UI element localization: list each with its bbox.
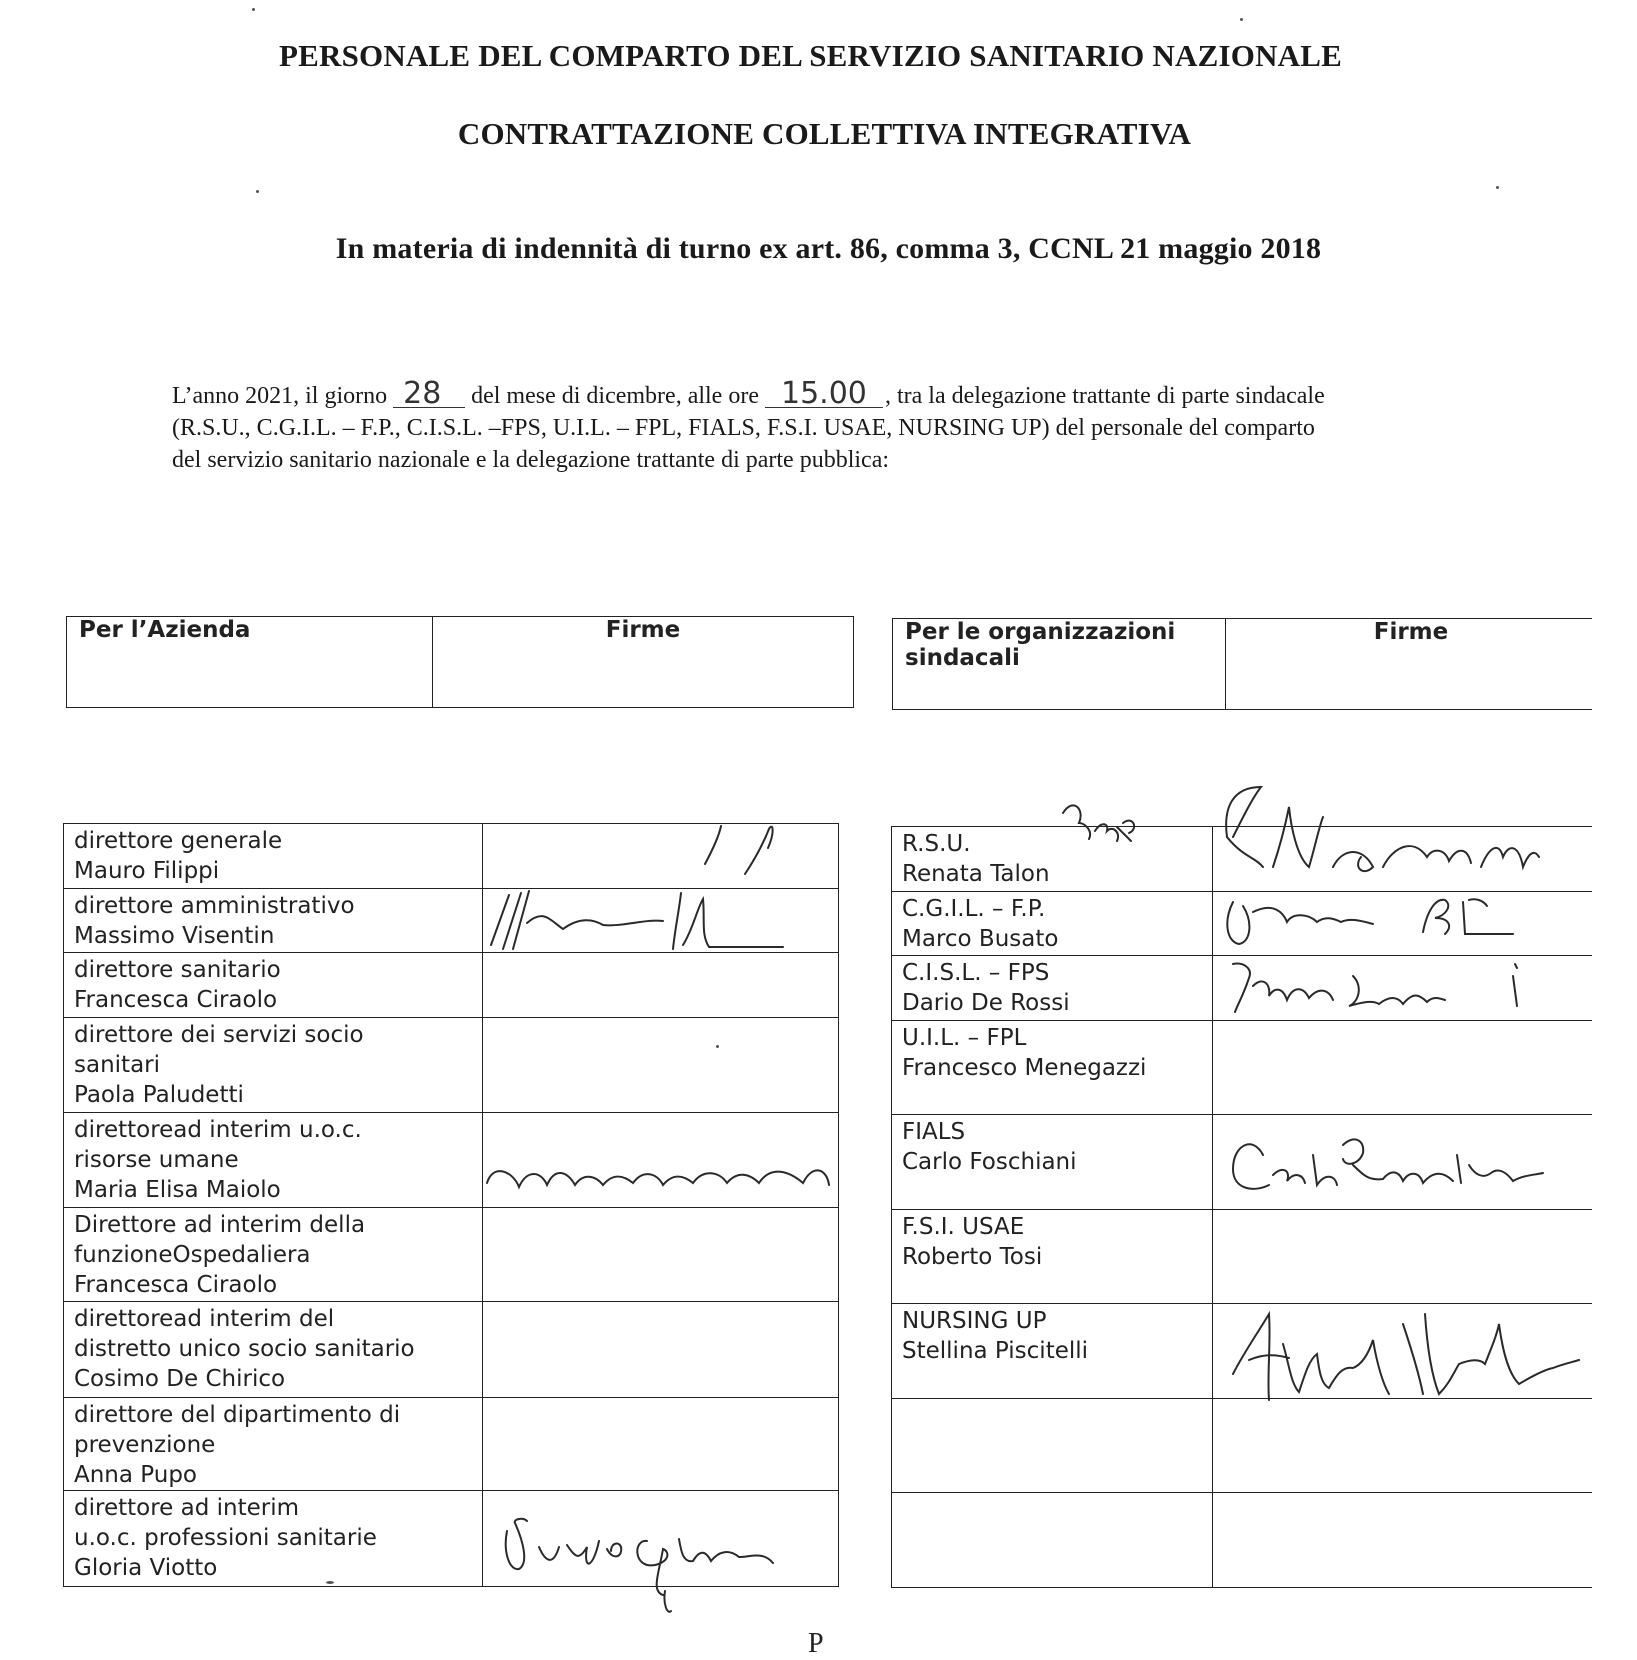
handwritten-signature xyxy=(1213,892,1593,953)
person-name: Mauro Filippi xyxy=(74,858,220,884)
role-label: C.I.S.L. – FPS xyxy=(902,960,1050,986)
company-signatories-table xyxy=(63,823,839,1587)
company-signature-cell xyxy=(483,889,839,953)
union-row xyxy=(892,1021,1594,1115)
union-row xyxy=(892,1210,1594,1304)
person-name: Francesca Ciraolo xyxy=(74,987,278,1013)
company-row xyxy=(64,1208,839,1302)
role-label: sanitari xyxy=(74,1052,161,1078)
union-name-cell xyxy=(892,892,1213,956)
union-signature-cell xyxy=(1213,1399,1594,1493)
role-label: C.G.I.L. – F.P. xyxy=(902,896,1046,922)
company-header-label: Per l’Azienda xyxy=(67,617,433,708)
union-row xyxy=(892,892,1594,956)
role-label: R.S.U. xyxy=(902,831,971,857)
role-label: U.I.L. – FPL xyxy=(902,1025,1027,1051)
document-title: PERSONALE DEL COMPARTO DEL SERVIZIO SANITARIO NAZIONALE xyxy=(278,38,1343,73)
company-row xyxy=(64,1018,839,1113)
company-row xyxy=(64,824,839,889)
person-name: Dario De Rossi xyxy=(902,990,1070,1016)
intro-text: , tra la delegazione trattante di parte sindacale xyxy=(884,383,1325,409)
company-header-table xyxy=(66,616,854,708)
person-name: Cosimo De Chirico xyxy=(74,1366,286,1392)
company-signatures-header: Firme xyxy=(433,617,854,708)
union-row xyxy=(892,1304,1594,1399)
person-name: Carlo Foschiani xyxy=(902,1149,1077,1175)
union-signature-cell xyxy=(1213,1115,1594,1210)
company-signature-cell xyxy=(483,1113,839,1208)
intro-line-3: del servizio sanitario nazionale e la delegazione trattante di parte pubblica: xyxy=(172,447,890,473)
company-signature-cell xyxy=(483,824,839,889)
handwritten-signature xyxy=(1213,1304,1593,1396)
scan-speck xyxy=(326,1581,334,1584)
scan-speck xyxy=(716,1045,719,1048)
role-label: NURSING UP xyxy=(902,1308,1047,1334)
company-row xyxy=(64,1398,839,1491)
union-row xyxy=(892,956,1594,1021)
union-name-cell xyxy=(892,956,1213,1021)
company-name-cell xyxy=(64,1491,483,1587)
company-name-cell xyxy=(64,889,483,953)
company-signature-cell xyxy=(483,1208,839,1302)
company-name-cell xyxy=(64,1302,483,1398)
company-signature-cell xyxy=(483,1302,839,1398)
union-signature-cell xyxy=(1213,956,1594,1021)
union-row xyxy=(892,827,1594,892)
company-row xyxy=(64,1113,839,1208)
unions-signatures-header: Firme xyxy=(1226,619,1597,710)
person-name: Francesca Ciraolo xyxy=(74,1272,278,1298)
scan-speck xyxy=(256,190,259,193)
company-name-cell xyxy=(64,824,483,889)
role-label: FIALS xyxy=(902,1119,966,1145)
person-name: Paola Paludetti xyxy=(74,1082,244,1108)
intro-line-2: (R.S.U., C.G.I.L. – F.P., C.I.S.L. –FPS, U.I.L. – FPL, FIALS, F.S.I. USAE, NURSING UP) del personale del comparto xyxy=(172,415,1315,441)
intro-paragraph xyxy=(172,376,1552,476)
handwritten-signature xyxy=(1213,1115,1593,1207)
person-name: Massimo Visentin xyxy=(74,923,275,949)
unions-signatories-table xyxy=(891,826,1594,1588)
handwritten-day: 28 xyxy=(393,381,465,408)
union-signature-cell xyxy=(1213,1304,1594,1399)
union-signature-cell xyxy=(1213,827,1594,892)
scan-speck xyxy=(1496,186,1499,189)
union-signature-cell xyxy=(1213,1210,1594,1304)
company-signature-cell xyxy=(483,953,839,1018)
person-name: Gloria Viotto xyxy=(74,1555,218,1581)
handwritten-signature xyxy=(483,1491,838,1584)
scan-speck xyxy=(252,8,255,11)
page-footer-fragment: P xyxy=(808,1628,824,1659)
company-name-cell xyxy=(64,953,483,1018)
document-subtitle: CONTRATTAZIONE COLLETTIVA INTEGRATIVA xyxy=(457,116,1192,151)
role-label: direttoread interim del xyxy=(74,1306,335,1332)
handwritten-signature xyxy=(483,889,838,950)
union-signature-cell xyxy=(1213,1493,1594,1588)
person-name: Stellina Piscitelli xyxy=(902,1338,1089,1364)
company-row xyxy=(64,1302,839,1398)
role-label: risorse umane xyxy=(74,1147,239,1173)
scan-speck xyxy=(1240,18,1243,21)
union-name-cell xyxy=(892,1493,1213,1588)
union-name-cell xyxy=(892,1399,1213,1493)
union-name-cell xyxy=(892,1304,1213,1399)
handwritten-hour: 15.00 xyxy=(765,381,883,408)
company-signature-cell xyxy=(483,1491,839,1587)
page-edge xyxy=(1592,600,1637,1600)
company-row xyxy=(64,889,839,953)
unions-header-table xyxy=(892,618,1597,710)
role-label: prevenzione xyxy=(74,1432,216,1458)
union-name-cell xyxy=(892,1115,1213,1210)
person-name: Marco Busato xyxy=(902,926,1059,952)
role-label: direttore ad interim xyxy=(74,1495,300,1521)
unions-header-label: Per le organizzazioni sindacali xyxy=(893,619,1226,710)
union-name-cell xyxy=(892,827,1213,892)
role-label: direttore dei servizi socio xyxy=(74,1022,364,1048)
company-name-cell xyxy=(64,1208,483,1302)
handwritten-signature xyxy=(1213,827,1593,889)
union-row xyxy=(892,1115,1594,1210)
union-name-cell xyxy=(892,1210,1213,1304)
role-label: Direttore ad interim della xyxy=(74,1212,366,1238)
person-name: Anna Pupo xyxy=(74,1462,198,1488)
union-row xyxy=(892,1399,1594,1493)
document-subject: In materia di indennità di turno ex art. 86, comma 3, CCNL 21 maggio 2018 xyxy=(335,232,1322,265)
person-name: Francesco Menegazzi xyxy=(902,1055,1147,1081)
intro-text: L’anno 2021, il giorno xyxy=(172,383,388,409)
role-label: direttore amministrativo xyxy=(74,893,355,919)
role-label: direttore generale xyxy=(74,828,283,854)
intro-text: del mese di dicembre, alle ore xyxy=(471,383,759,409)
person-name: Roberto Tosi xyxy=(902,1244,1043,1270)
role-label: direttore del dipartimento di xyxy=(74,1402,401,1428)
role-label: direttoread interim u.o.c. xyxy=(74,1117,362,1143)
handwritten-signature xyxy=(1213,956,1593,1018)
role-label: direttore sanitario xyxy=(74,957,281,983)
role-label: distretto unico socio sanitario xyxy=(74,1336,415,1362)
person-name: Renata Talon xyxy=(902,861,1050,887)
company-name-cell xyxy=(64,1398,483,1491)
union-signature-cell xyxy=(1213,1021,1594,1115)
company-signature-cell xyxy=(483,1398,839,1491)
role-label: funzioneOspedaliera xyxy=(74,1242,311,1268)
company-name-cell xyxy=(64,1018,483,1113)
intro-line-1 xyxy=(172,376,1552,412)
union-name-cell xyxy=(892,1021,1213,1115)
handwritten-signature xyxy=(483,824,838,886)
union-row xyxy=(892,1493,1594,1588)
union-signature-cell xyxy=(1213,892,1594,956)
company-signature-cell xyxy=(483,1018,839,1113)
person-name: Maria Elisa Maiolo xyxy=(74,1177,281,1203)
company-row xyxy=(64,953,839,1018)
role-label: F.S.I. USAE xyxy=(902,1214,1025,1240)
handwritten-signature xyxy=(483,1113,838,1205)
role-label: u.o.c. professioni sanitarie xyxy=(74,1525,377,1551)
company-name-cell xyxy=(64,1113,483,1208)
company-row xyxy=(64,1491,839,1587)
